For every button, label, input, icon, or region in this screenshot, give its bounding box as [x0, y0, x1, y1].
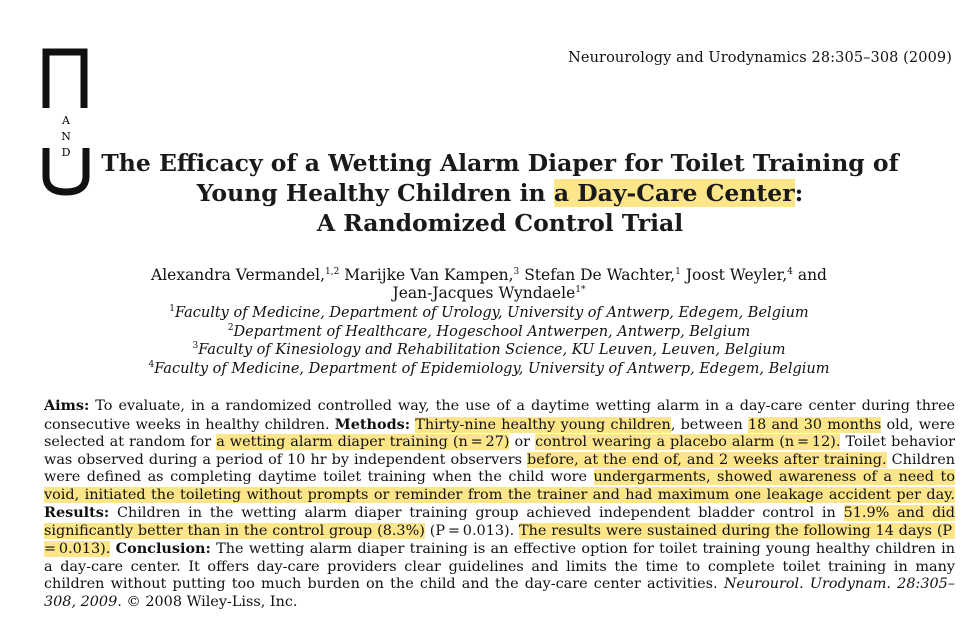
author-affil-sup: 1*: [575, 284, 586, 295]
methods-label: Methods:: [334, 415, 411, 433]
author-name: Stefan De Wachter,: [519, 266, 676, 284]
methods-highlight: Thirty-nine healthy young children: [415, 416, 671, 433]
methods-highlight: undergarments, showed awareness of a need to void, initiated the toileting without prompts or reminder from the trainer and had maximum one leakage accident per day.: [44, 469, 955, 503]
affiliation-text: Faculty of Kinesiology and Rehabilitation Science, KU Leuven, Leuven, Belgium: [198, 342, 786, 358]
conclusion-label: Conclusion:: [115, 540, 211, 557]
affiliation-number: 4: [148, 359, 155, 370]
journal-citation: Neurourology and Urodynamics 28:305–308 (2009): [568, 50, 952, 66]
affiliation-number: 3: [192, 341, 199, 352]
methods-text: Toilet behavior was observed during a period of 10 hr by independent observers: [44, 434, 955, 468]
author-affil-sup: 1,2: [325, 266, 340, 277]
results-highlight: The results were sustained during the following 14 days (P = 0.013).: [44, 522, 955, 557]
paper-title: [90, 148, 910, 238]
affiliation-item: [0, 304, 978, 323]
methods-text: Children were defined as completing daytime toilet training when the child wore: [44, 451, 955, 485]
affiliation-item: [0, 323, 978, 342]
affiliation-list: [0, 304, 978, 378]
results-highlight: 51.9% and did significantly better than in the control group (8.3%): [44, 505, 955, 539]
author-affil-sup: 4: [787, 266, 793, 277]
affiliation-item: [0, 341, 978, 360]
title-line-3: A Randomized Control Trial: [316, 209, 684, 237]
title-line-2-colon: :: [794, 179, 804, 207]
author-conjunction: and: [792, 266, 827, 284]
title-line-2-text: Young Healthy Children in: [196, 179, 554, 207]
affiliation-text: Department of Healthcare, Hogeschool Antwerpen, Antwerp, Belgium: [233, 323, 751, 340]
logo-letter-a: A: [62, 114, 70, 127]
title-line-1: The Efficacy of a Wetting Alarm Diaper for Toilet Training of: [101, 149, 899, 177]
aims-label: Aims:: [44, 397, 90, 414]
methods-highlight: before, at the end of, and 2 weeks after training.: [527, 451, 887, 468]
author-affil-sup: 1: [675, 266, 681, 277]
publisher-logo: [40, 48, 92, 196]
title-line-2: [90, 178, 910, 208]
copyright: © 2008 Wiley-Liss, Inc.: [121, 593, 298, 610]
methods-text: or: [509, 434, 536, 450]
affiliation-number: 2: [227, 322, 234, 333]
methods-highlight: control wearing a placebo alarm (n = 12).: [535, 434, 841, 450]
author-name: Jean-Jacques Wyndaele: [392, 284, 576, 302]
abstract: [44, 397, 955, 611]
methods-highlight: a wetting alarm diaper training (n = 27): [216, 434, 510, 450]
methods-highlight: 18 and 30 months: [747, 416, 882, 433]
affiliation-text: Faculty of Medicine, Department of Epidemiology, University of Antwerp, Edegem, Belgium: [154, 360, 830, 377]
affiliation-item: [0, 360, 978, 379]
author-list: [0, 266, 978, 302]
conclusion-text: The wetting alarm diaper training is an effective option for toilet training young healthy children in a day-care center. It offers day-care providers clear guidelines and limits the time to complete toilet training in many children without putting too much burden on the child and the day-care center activities.: [44, 541, 955, 592]
results-label: Results:: [44, 504, 110, 521]
aims-text: To evaluate, in a randomized controlled way, the use of a daytime wetting alarm in a day-care center during three consecutive weeks in healthy children.: [44, 398, 955, 433]
logo-letter-d: D: [61, 146, 71, 159]
results-text: Children in the wetting alarm diaper training group achieved independent bladder control in: [109, 505, 844, 521]
author-name: Alexandra Vermandel,: [151, 266, 326, 284]
logo-letter-n: N: [61, 130, 71, 143]
author-name: Joost Weyler,: [680, 266, 788, 284]
journal-reference: Neurourol. Urodynam. 28:305–308, 2009.: [44, 576, 955, 610]
methods-text: , between: [670, 416, 748, 433]
results-text: (P = 0.013).: [424, 522, 520, 539]
affiliation-number: 1: [169, 304, 176, 315]
methods-text: old, were selected at random for: [44, 416, 956, 450]
author-name: Marijke Van Kampen,: [339, 266, 514, 284]
title-highlight: a Day-Care Center: [553, 179, 795, 207]
affiliation-text: Faculty of Medicine, Department of Urology, University of Antwerp, Edegem, Belgium: [175, 305, 809, 321]
author-affil-sup: 3: [513, 266, 520, 277]
